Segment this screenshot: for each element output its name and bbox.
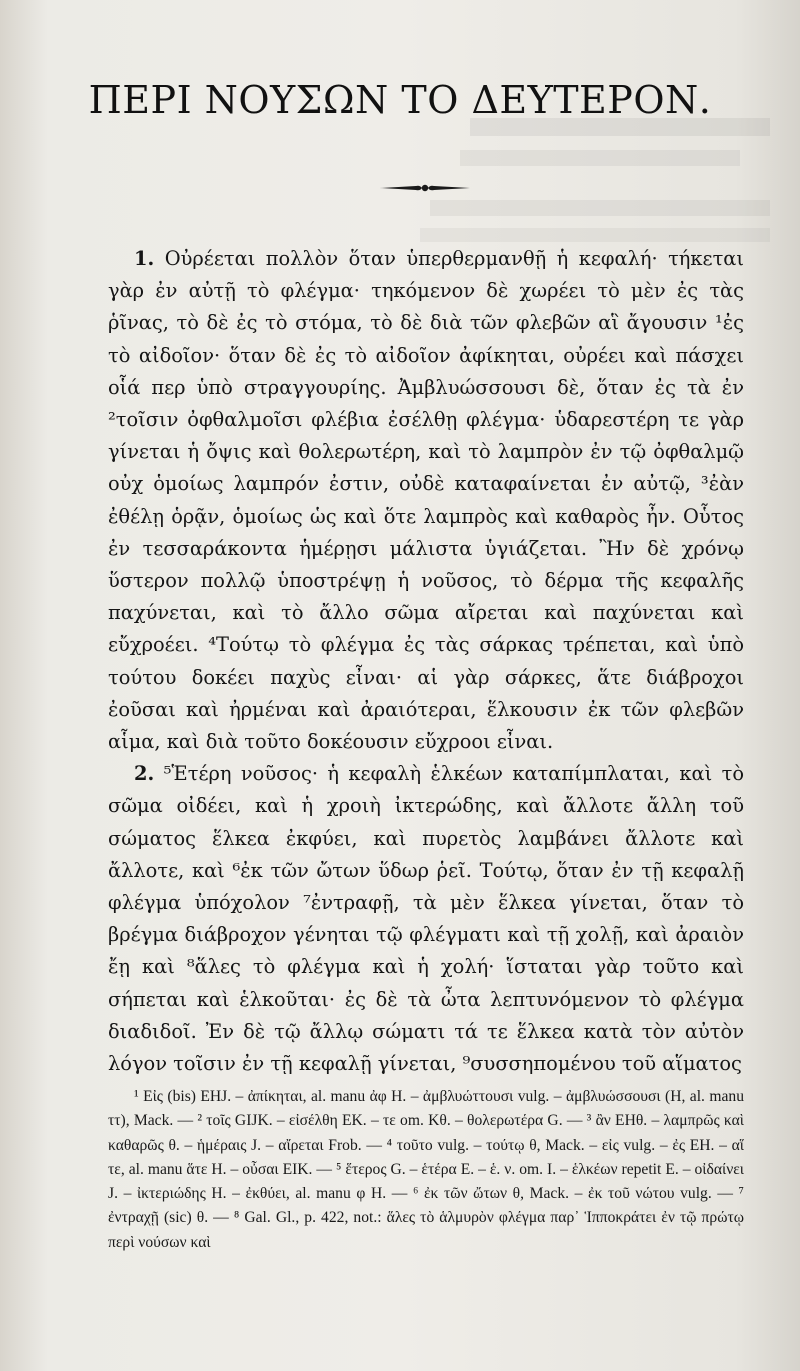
section-number: 1.	[134, 247, 155, 270]
section-text: ⁵Ἑτέρη νοῦσος· ἡ κεφαλὴ ἑλκέων καταπίμπλαται, καὶ τὸ σῶμα οἰδέει, καὶ ἡ χροιὴ ἰκτερώδης, καὶ ἄλλοτε ἄλλη τοῦ σώματος ἕλκεα ἐκφύει, καὶ πυρετὸς λαμβάνει ἄλλοτε καὶ ἄλλοτε, καὶ ⁶ἐκ τῶν ὤτων ὕδωρ ῥεῖ. Τούτῳ, ὅταν ἐν τῇ κεφαλῇ φλέγμα ὑπόχολον ⁷ἐντραφῇ, τὰ μὲν ἕλκεα γίνεται, ὅταν τὸ βρέγμα διάβροχον γένηται τῷ φλέγματι καὶ τῇ χολῇ, καὶ ἀραιὸν ἔῃ καὶ ⁸ἅλες τὸ φλέγμα καὶ ἡ χολή· ἵσταται γὰρ τοῦτο καὶ σήπεται καὶ ἑλκοῦται· ἐς δὲ τὰ ὦτα λεπτυνόμενον τὸ φλέγμα διαδιδοῖ. Ἐν δὲ τῷ ἄλλῳ σώματι τά τε ἕλκεα κατὰ τὸν αὐτὸν λόγον τοῖσιν ἐν τῇ κεφαλῇ γίνεται, ⁹συσσηπομένου τοῦ αἵματος	[108, 762, 744, 1076]
section-2	[108, 758, 744, 1080]
footnote-text: ¹ Εἰς (bis) EHJ. – ἀπίκηται, al. manu ἀφ H. – ἀμβλυώττουσι vulg. – ἀμβλυώσσουσι (H, al. manu ττ), Mack. — ² τοῖς GIJK. – εἰσέλθη EK. – τε om. Kθ. – θολερωτέρα G. — ³ ἂν EHθ. – λαμπρῶς καὶ καθαρῶς θ. – ἡμέραις J. – αἴρεται Frob. — ⁴ τοῦτο vulg. – τούτῳ θ, Mack. – εἰς vulg. – ἐς EH. – αἵ τε, al. manu ἅτε H. – οὖσαι EIK. — ⁵ ἕτερος G. – ἑτέρα E. – ἑ. ν. om. I. – ἑλκέων repetit E. – οἰδαίνει J. – ἰκτεριώδης H. – ἐκθύει, al. manu φ H. — ⁶ ἐκ τῶν ὤτων θ, Mack. – ἐκ τοῦ νώτου vulg. — ⁷ ἐντραχῇ (sic) θ. — ⁸ Gal. Gl., p. 422, not.: ἅλες τὸ ἁλμυρὸν φλέγμα παρ᾽ Ἱπποκράτει ἐν τῷ πρώτῳ περὶ νούσων καὶ	[108, 1088, 744, 1251]
main-text	[108, 243, 744, 1080]
section-text: Οὐρέεται πολλὸν ὅταν ὑπερθερμανθῇ ἡ κεφαλή· τήκεται γὰρ ἐν αὐτῇ τὸ φλέγμα· τηκόμενον δὲ χωρέει τὸ μὲν ἐς τὰς ῥῖνας, τὸ δὲ ἐς τὸ στόμα, τὸ δὲ διὰ τῶν φλεβῶν αἳ ἄγουσιν ¹ἐς τὸ αἰδοῖον· ὅταν δὲ ἐς τὸ αἰδοῖον ἀφίκηται, οὐρέει καὶ πάσχει οἷά περ ὑπὸ στραγγουρίης. Ἀμβλυώσσουσι δὲ, ὅταν ἐς τὰ ἐν ²τοῖσιν ὀφθαλμοῖσι φλέβια ἐσέλθῃ φλέγμα· ὑδαρεστέρη τε γὰρ γίνεται ἡ ὄψις καὶ θολερωτέρη, καὶ τὸ λαμπρὸν ἐν τῷ ὀφθαλμῷ οὐχ ὁμοίως λαμπρόν ἐστιν, οὐδὲ καταφαίνεται ἐν αὐτῷ, ³ἐὰν ἐθέλῃ ὁρᾷν, ὁμοίως ὡς καὶ ὅτε λαμπρὸς καὶ καθαρὸς ἦν. Οὗτος ἐν τεσσαράκοντα ἡμέρῃσι μάλιστα ὑγιάζεται. Ἢν δὲ χρόνῳ ὕστερον πολλῷ ὑποστρέψῃ ἡ νοῦσος, τὸ δέρμα τῆς κεφαλῆς παχύνεται, καὶ τὸ ἄλλο σῶμα αἴρεται καὶ παχύνεται καὶ εὔχροέει. ⁴Τούτῳ τὸ φλέγμα ἐς τὰς σάρκας τρέπεται, καὶ ὑπὸ τούτου δοκέει παχὺς εἶναι· αἱ γὰρ σάρκες, ἅτε διάβροχοι ἐοῦσαι καὶ ἠρμέναι καὶ ἀραιότεραι, ἕλκουσιν ἐκ τῶν φλεβῶν αἷμα, καὶ διὰ τοῦτο δοκέουσιν εὔχροοι εἶναι.	[108, 247, 745, 754]
bleed-through-shadow	[460, 150, 740, 166]
page-title: ΠΕΡΙ ΝΟΥΣΩΝ ΤΟ ΔΕΥΤΕΡΟΝ.	[88, 78, 712, 122]
double-ended-rule-ornament-icon	[380, 181, 470, 195]
section-number: 2.	[134, 762, 155, 786]
footnotes	[108, 1085, 744, 1255]
section-1	[108, 243, 744, 758]
bleed-through-shadow	[420, 228, 770, 242]
bleed-through-shadow	[430, 200, 770, 216]
